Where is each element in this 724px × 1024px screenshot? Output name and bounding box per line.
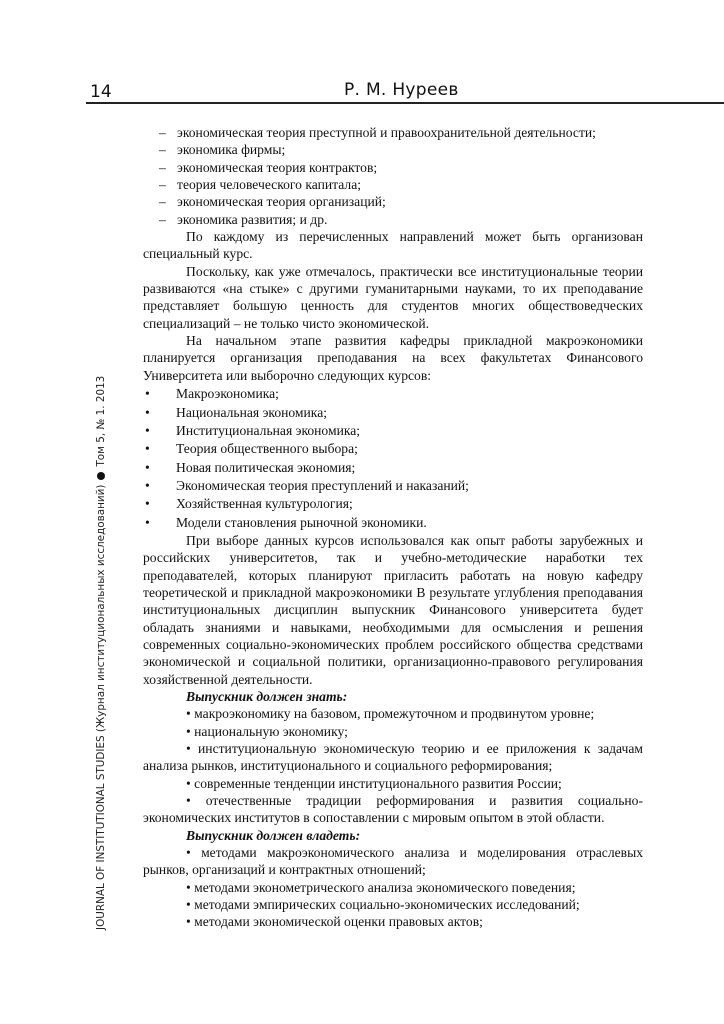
list-item: – экономическая теория контрактов;	[159, 159, 378, 175]
list-item: • Институциональная экономика;	[145, 422, 361, 438]
header-rule	[86, 102, 724, 104]
journal-sidebar	[95, 370, 107, 930]
list-item: • Хозяйственная культурология;	[145, 496, 353, 512]
running-author: Р. М. Нуреев	[344, 80, 459, 100]
paragraph: На начальном этапе развития кафедры прикладной макроэкономики планируется организация преподавания на всех факультетах Финансового Университета или выборочно следующих курсов:	[143, 333, 643, 383]
list-item: – экономическая теория преступной и правоохранительной деятельности;	[159, 125, 596, 140]
list-item: • методами эконометрического анализа экономического поведения;	[186, 879, 576, 895]
list-item: • Модели становления рыночной экономики.	[145, 514, 427, 530]
list-item: • Новая политическая экономия;	[145, 459, 356, 475]
paragraph: Поскольку, как уже отмечалось, практически все институциональные теории развиваются «на стыке» с другими гуманитарными науками, то их преподавание представляет большую ценность для студентов многих обществоведческих специализаций – не только чисто экономической.	[143, 263, 643, 331]
list-item: – экономика фирмы;	[159, 142, 286, 158]
page-number: 14	[90, 82, 112, 102]
list-item: – экономика развития; и др.	[159, 211, 328, 227]
list-item: • методами макроэкономического анализа и моделирования отраслевых рынков, организаций и контрактных отношений;	[143, 845, 643, 878]
journal-name: JOURNAL OF INSTITUTIONAL STUDIES (Журнал институциональных исследований)	[95, 484, 107, 930]
list-item: • макроэкономику на базовом, промежуточном и продвинутом уровне;	[186, 706, 595, 722]
journal-issue: Том 5, № 1. 2013	[95, 375, 107, 467]
list-item: • методами экономической оценки правовых актов;	[186, 914, 483, 930]
list-item: • Макроэкономика;	[145, 386, 279, 402]
list-item: – теория человеческого капитала;	[159, 177, 362, 193]
section-heading: Выпускник должен владеть:	[186, 827, 361, 843]
list-item: • национальную экономику;	[186, 723, 348, 739]
list-item: • Национальная экономика;	[145, 404, 328, 420]
list-item: • Теория общественного выбора;	[145, 441, 358, 457]
list-item: – экономическая теория организаций;	[159, 194, 386, 210]
list-item: • методами эмпирических социально-экономических исследований;	[186, 897, 580, 913]
course-list	[143, 385, 643, 531]
list-item: • отечественные традиции реформирования и развития социально-экономических институтов в сопоставлении с мировым опытом в этой области.	[143, 793, 643, 826]
paragraph: По каждому из перечисленных направлений может быть организован специальный курс.	[143, 229, 643, 262]
section-heading: Выпускник должен знать:	[186, 689, 348, 704]
article-body	[143, 124, 643, 931]
dash-list	[143, 124, 643, 228]
paragraph: При выборе данных курсов использовался как опыт работы зарубежных и российских университетов, так и учебно-методические наработки тех преподавателей, которых планируют пригласить работать на новую кафедру теоретической и прикладной макроэкономики В результате углубления преподавания институциональных дисциплин выпускник Финансового университета будет обладать знаниями и навыками, необходимыми для осмысления и решения современных социально-экономических проблем российского общества средствами экономической и социальной политики, организационно-правового регулирования хозяйственной деятельности.	[143, 532, 643, 687]
list-item: • современные тенденции институционального развития России;	[186, 775, 562, 791]
bullet-dot-icon	[97, 472, 105, 480]
list-item: • Экономическая теория преступлений и наказаний;	[145, 477, 469, 493]
list-item: • институциональную экономическую теорию и ее приложения к задачам анализа рынков, институционального и социального реформирования;	[143, 741, 643, 774]
